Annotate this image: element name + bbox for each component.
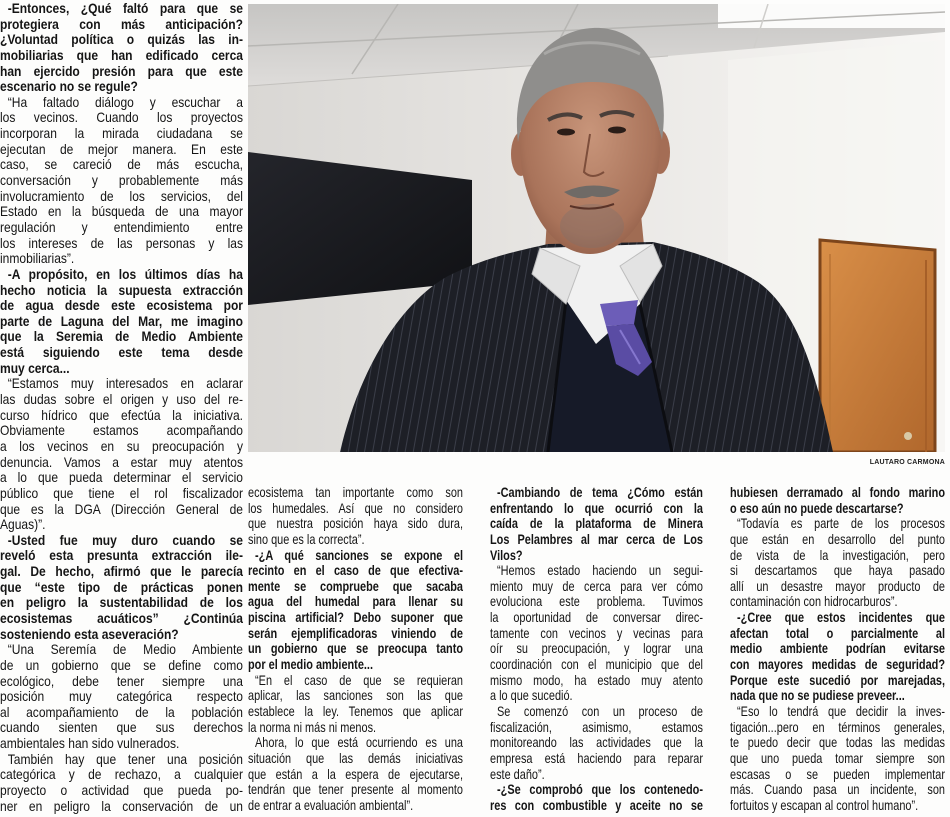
text-line: la oportunidad de conversar direc- (490, 609, 703, 626)
text-line: escenario no se regule? (0, 78, 138, 95)
interview-answer (0, 376, 243, 532)
text-line: piscina artificial? Debo suponer que (248, 609, 463, 626)
text-line: que es la DGA (Dirección General de (0, 500, 243, 517)
article-column-1 (0, 1, 243, 814)
text-line: tigación...pero en términos generales, (730, 718, 945, 735)
text-line: denuncia. Vamos a estar muy atentos (0, 453, 243, 470)
article-column-2 (248, 485, 463, 813)
text-line: “Estamos muy interesados en aclarar (7, 375, 243, 392)
text-line: afectan total o parcialmente al (730, 624, 945, 641)
text-line: ¿Voluntad política o quizás las in- (0, 31, 243, 48)
text-line: proyecto o actividad que pueda po- (0, 782, 243, 799)
text-line: medio ambiente podrían evitarse (730, 640, 945, 657)
text-line: enfrentando lo que ocurrió con la (490, 499, 703, 516)
text-line: con mayores medidas de seguridad? (730, 656, 945, 673)
text-line: “Todavía es parte de los procesos (737, 515, 945, 532)
text-line: más. Cuando pasa un incidente, son (730, 781, 945, 798)
interview-question (730, 610, 945, 704)
text-line: al acompañamiento de la población (0, 703, 243, 720)
text-line: este daño”. (490, 765, 545, 782)
text-line: protegiera con más anticipación? (0, 15, 243, 32)
text-line: a los vecinos en su preocupación y (0, 437, 243, 454)
text-line: hubiesen derramado al fondo marino (730, 484, 945, 500)
article-photo (248, 4, 945, 452)
text-line: situación que las demás iniciativas (248, 749, 463, 766)
text-line: -Cambiando de tema ¿Cómo están (497, 484, 703, 500)
text-line: sino que es la correcta”. (248, 530, 365, 547)
text-line: está siguiendo este tema desde (0, 344, 243, 361)
portrait-photo (248, 4, 945, 452)
text-line: caso, se careció de más escucha, (0, 156, 243, 173)
text-line: oír su preocupación, y lograr una (490, 640, 703, 657)
text-line: tamente con vecinos y vecinas para (490, 624, 703, 641)
text-line: empresa está haciendo para reparar (490, 749, 703, 766)
interview-answer (490, 563, 703, 704)
text-line: las dudas sobre el origen y uso del re- (0, 391, 243, 408)
text-line: Aguas)”. (0, 516, 46, 533)
interview-answer (0, 752, 243, 815)
text-line: tendrán que tener presente al momento (248, 781, 463, 798)
interview-answer (730, 516, 945, 610)
text-line: sosteniendo esta aseveración? (0, 625, 179, 642)
text-line: si descartamos que haya pasado (730, 562, 945, 579)
text-line: muy cerca... (0, 359, 70, 376)
text-line: ecosistema tan importante como son (248, 484, 463, 500)
text-line: escasas o se pueden implementar (730, 765, 945, 782)
text-line: recinto en el caso de que efectiva- (248, 562, 463, 579)
text-line: mobiliarias que han edificado cerca (0, 46, 243, 63)
text-line: que nuestra posición haya sido dura, (248, 515, 463, 532)
text-line: mente se compruebe que sacaba (248, 577, 463, 594)
text-line: -Entonces, ¿Qué faltó para que se (7, 0, 243, 16)
text-line: parte de Laguna del Mar, me imagino (0, 312, 243, 329)
text-line: cuando sienten que sus derechos (0, 719, 243, 736)
text-line: “En el caso de que se requieran (255, 671, 463, 688)
text-line: fiscalización, asimismo, estamos (490, 718, 703, 735)
text-line: Los Pelambres al mar cerca de Los (490, 530, 703, 547)
interview-question (0, 533, 243, 642)
text-line: -A propósito, en los últimos días ha (7, 265, 243, 282)
text-line: incorporan la mirada ciudadana se (0, 125, 243, 142)
text-line: regulación y entendimiento entre (0, 218, 243, 235)
text-line: “Hemos estado haciendo un segui- (497, 562, 703, 579)
text-line: ambientales han sido vulnerados. (0, 735, 180, 752)
text-line: evoluciona este problema. Tuvimos (490, 593, 703, 610)
text-line: curso hídrico que efectúa la iniciativa. (0, 406, 243, 423)
text-line: involucramiento de los servicios, del (0, 187, 243, 204)
interview-answer (730, 704, 945, 813)
text-line: Ahora, lo que está ocurriendo es una (255, 734, 463, 751)
text-line: que están en desarrollo del punto (730, 530, 945, 547)
text-line: También hay que tener una posición (7, 750, 243, 767)
interview-answer (490, 704, 703, 782)
interview-question (0, 267, 243, 376)
interview-question (0, 1, 243, 95)
text-line: posición muy categórica respecto (0, 688, 243, 705)
text-line: allí un desastre mayor producto de (730, 577, 945, 594)
text-line: los humedales. Así que no considero (248, 499, 463, 516)
text-line: establece la ley. Tenemos que aplicar (248, 702, 463, 719)
door (820, 240, 935, 452)
text-line: de vista de la investigación, pero (730, 546, 945, 563)
text-line: Porque este sucedió por marejadas, (730, 671, 945, 688)
text-line: -Usted fue muy duro cuando se (7, 531, 243, 548)
text-line: nada que no se pudiese preveer... (730, 687, 905, 704)
text-line: ner en peligro la conservación de un (0, 797, 243, 814)
text-line: hecho noticia la supuesta extracción (0, 281, 243, 298)
text-line: reveló esta presunta extracción ile- (0, 547, 243, 564)
text-line: que la Seremia de Medio Ambiente (0, 328, 243, 345)
text-line: -¿Cree que estos incidentes que (737, 609, 945, 626)
text-line: a lo que sucedió. (490, 687, 573, 704)
text-line: “Ha faltado diálogo y escuchar a (7, 93, 243, 110)
text-line: por el medio ambiente... (248, 656, 374, 673)
text-line: categórica y de rechazo, a cualquier (0, 766, 243, 783)
text-line: inmobiliarias”. (0, 250, 75, 267)
article-column-3 (490, 485, 703, 813)
text-line: un gobierno que se preocupa tanto (248, 640, 463, 657)
text-line: que están a la espera de ejecutarse, (248, 765, 463, 782)
text-line: la norma ni más ni menos. (248, 718, 377, 735)
text-line: que uno pueda tomar siempre son (730, 749, 945, 766)
text-line: coordinación con el municipio que del (490, 656, 703, 673)
text-line: monitoreando las actividades que la (490, 734, 703, 751)
text-line: contaminación con hidrocarburos”. (730, 593, 898, 610)
interview-question (490, 485, 703, 563)
interview-answer (0, 95, 243, 267)
text-line: mismo modo, ha estado muy atento (490, 671, 703, 688)
text-line: de agua desde este ecosistema por (0, 297, 243, 314)
interview-question (730, 485, 945, 516)
text-line: “Una Seremía de Medio Ambiente (7, 641, 243, 658)
text-line: “Eso lo tendrá que decidir la inves- (737, 702, 945, 719)
text-line: de un gobierno que se define como (0, 656, 243, 673)
text-line: ejecutan de mejor manera. En este (0, 140, 243, 157)
interview-answer (248, 735, 463, 813)
text-line: público que tiene el rol fiscalizador (0, 484, 243, 501)
text-line: aplicar, las sanciones son las que (248, 687, 463, 704)
text-line: Obviamente estamos acompañando (0, 422, 243, 439)
text-line: caída de la plataforma de Minera (490, 515, 703, 532)
interview-question (248, 548, 463, 673)
text-line: ecológico, debe tener siempre una (0, 672, 243, 689)
text-line: en peligro la sustentabilidad de los (0, 594, 243, 611)
photo-credit: LAUTARO CARMONA (869, 459, 945, 466)
text-line: a lo que pueda determinar el servicio (0, 469, 243, 486)
text-line: gal. De hecho, afirmó que le parecía (0, 563, 243, 580)
text-line: -¿Se comprobó que los contenedo- (497, 781, 703, 798)
text-line: conversación y probablemente más (0, 172, 243, 189)
text-line: los intereses de las personas y las (0, 234, 243, 251)
text-line: que “este tipo de prácticas ponen (0, 578, 243, 595)
text-line: -¿A qué sanciones se expone el (255, 546, 463, 563)
text-line: Vilos? (490, 546, 523, 563)
door-handle (904, 432, 912, 440)
text-line: miento muy de cerca para ver cómo (490, 577, 703, 594)
text-line: serán ejemplificadoras viniendo de (248, 624, 463, 641)
interview-answer (248, 485, 463, 548)
text-line: los vecinos. Cuando los proyectos (0, 109, 243, 126)
article-column-4 (730, 485, 945, 813)
text-line: Se comenzó con un proceso de (497, 702, 703, 719)
text-line: fortuitos y escapan al control humano”. (730, 796, 919, 813)
text-line: de entrar a evaluación ambiental”. (248, 796, 414, 813)
text-line: te puedo decir que todas las medidas (730, 734, 945, 751)
text-line: res con combustible y aceite no se (490, 796, 703, 813)
text-line: agua del humedal para llenar su (248, 593, 463, 610)
text-line: ecosistemas acuáticos” ¿Continúa (0, 609, 243, 626)
text-line: Estado en la búsqueda de una mayor (0, 203, 243, 220)
text-line: o eso aún no puede descartarse? (730, 499, 904, 516)
interview-answer (0, 642, 243, 751)
text-line: han ejercido presión para que este (0, 62, 243, 79)
interview-answer (248, 673, 463, 736)
interview-question (490, 782, 703, 813)
